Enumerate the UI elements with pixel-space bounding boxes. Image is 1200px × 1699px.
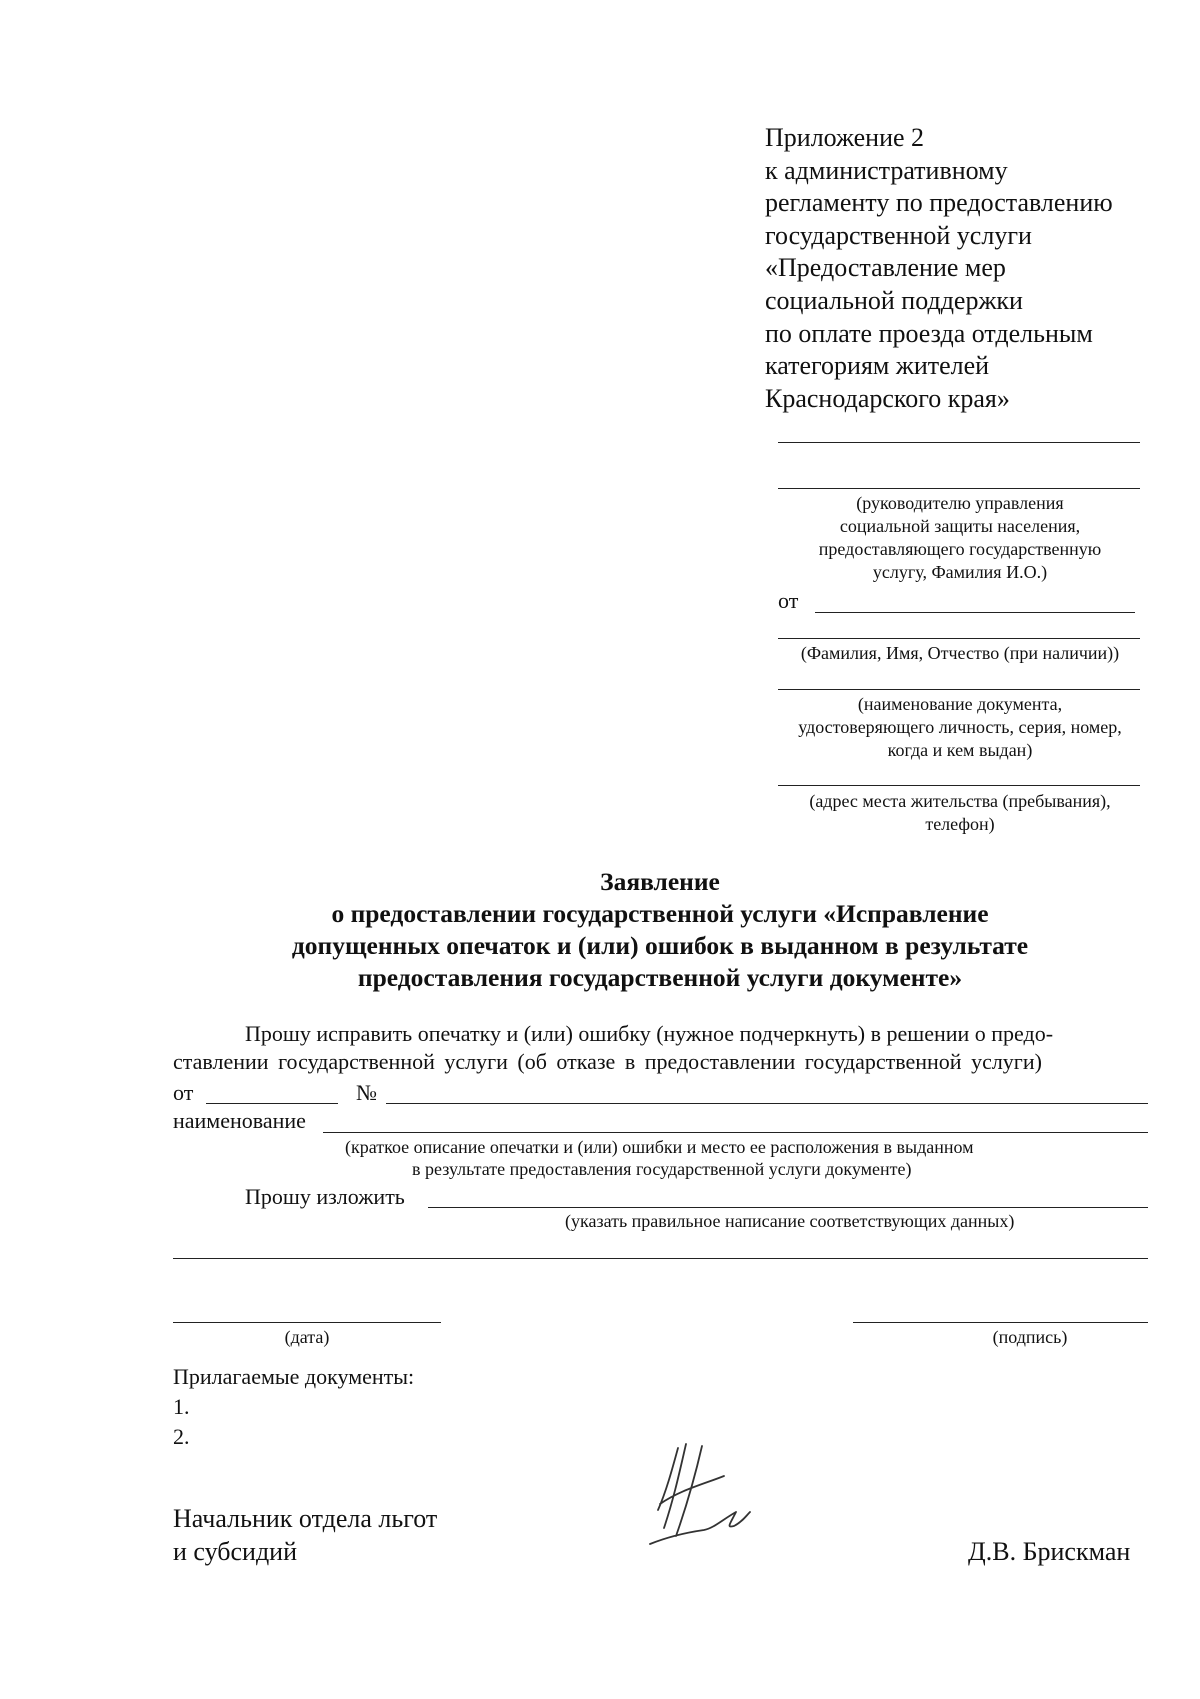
appendix-line: социальной поддержки [765,285,1023,315]
appendix-line: Краснодарского края» [765,383,1010,413]
caption-line: социальной защиты населения, [839,516,1081,536]
address-line[interactable] [778,785,1140,786]
request-name-caption-2: в результате предоставления государственной услуги документе) [412,1159,912,1179]
address-caption [760,790,1160,836]
from-line[interactable] [815,612,1135,613]
request-state-caption: (указать правильное написание соответствующих данных) [565,1211,1015,1231]
caption-line: (наименование документа, [857,694,1063,714]
request-name-label: наименование [173,1108,306,1133]
appendix-line: регламенту по предоставлению [765,188,1113,218]
footer-position [173,1502,437,1568]
doc-caption [760,693,1160,762]
request-from-label: от [173,1080,194,1105]
request-date-line[interactable] [206,1103,338,1104]
fio-line[interactable] [778,638,1140,639]
caption-line: (адрес места жительства (пребывания), [809,791,1111,811]
signature-line[interactable] [853,1322,1148,1323]
title-heading: Заявление [600,867,720,896]
addressee-caption [760,492,1160,584]
appendix-line: категориям жителей [765,351,990,381]
caption-line: телефон) [925,814,995,834]
appendix-line: к административному [765,155,1008,185]
appendix-line: Приложение 2 [765,123,925,152]
footer-position-line: Начальник отдела льгот [173,1504,438,1533]
request-extra-line[interactable] [173,1258,1148,1259]
request-number-line[interactable] [386,1103,1148,1104]
addressee-line-1[interactable] [778,442,1140,443]
date-caption: (дата) [284,1327,330,1347]
request-state-line[interactable] [428,1207,1148,1208]
caption-line: когда и кем выдан) [887,740,1033,760]
caption-line: предоставляющего государственную [818,539,1102,559]
document-title [0,866,1200,994]
footer-name: Д.В. Брискман [968,1537,1131,1566]
addressee-line-2[interactable] [778,488,1140,489]
title-line: о предоставлении государственной услуги «Исправление [331,899,989,928]
appendix-block [765,122,1185,415]
caption-line: услугу, Фамилия И.О.) [872,562,1048,582]
date-line[interactable] [173,1322,441,1323]
request-number-label: № [356,1080,377,1105]
request-name-line[interactable] [323,1132,1148,1133]
footer-position-line: и субсидий [173,1537,298,1566]
request-name-caption-1: (краткое описание опечатки и (или) ошибки и место ее расположения в выданном [345,1137,974,1157]
request-state-label: Прошу изложить [245,1184,405,1209]
appendix-line: «Предоставление мер [765,253,1006,283]
appendix-line: государственной услуги [765,220,1032,250]
doc-line[interactable] [778,689,1140,690]
handwritten-signature [640,1440,760,1555]
attached-label: Прилагаемые документы: [173,1364,415,1389]
signature-caption: (подпись) [992,1327,1068,1347]
request-line-1: Прошу исправить опечатку и (или) ошибку (нужное подчеркнуть) в решении о предо- [245,1021,1054,1046]
request-line-2: ставлении государственной услуги (об отказе в предоставлении государственной услуги) [173,1049,1042,1074]
caption-line: удостоверяющего личность, серия, номер, [798,717,1122,737]
caption-line: (руководителю управления [856,493,1064,513]
appendix-line: по оплате проезда отдельным [765,318,1093,348]
fio-caption: (Фамилия, Имя, Отчество (при наличии)) [800,643,1120,663]
from-label: от [778,588,799,613]
attached-item: 2. [173,1424,190,1449]
attached-item: 1. [173,1394,190,1419]
title-line: допущенных опечаток и (или) ошибок в выданном в результате [291,931,1029,960]
title-line: предоставления государственной услуги документе» [357,963,963,992]
